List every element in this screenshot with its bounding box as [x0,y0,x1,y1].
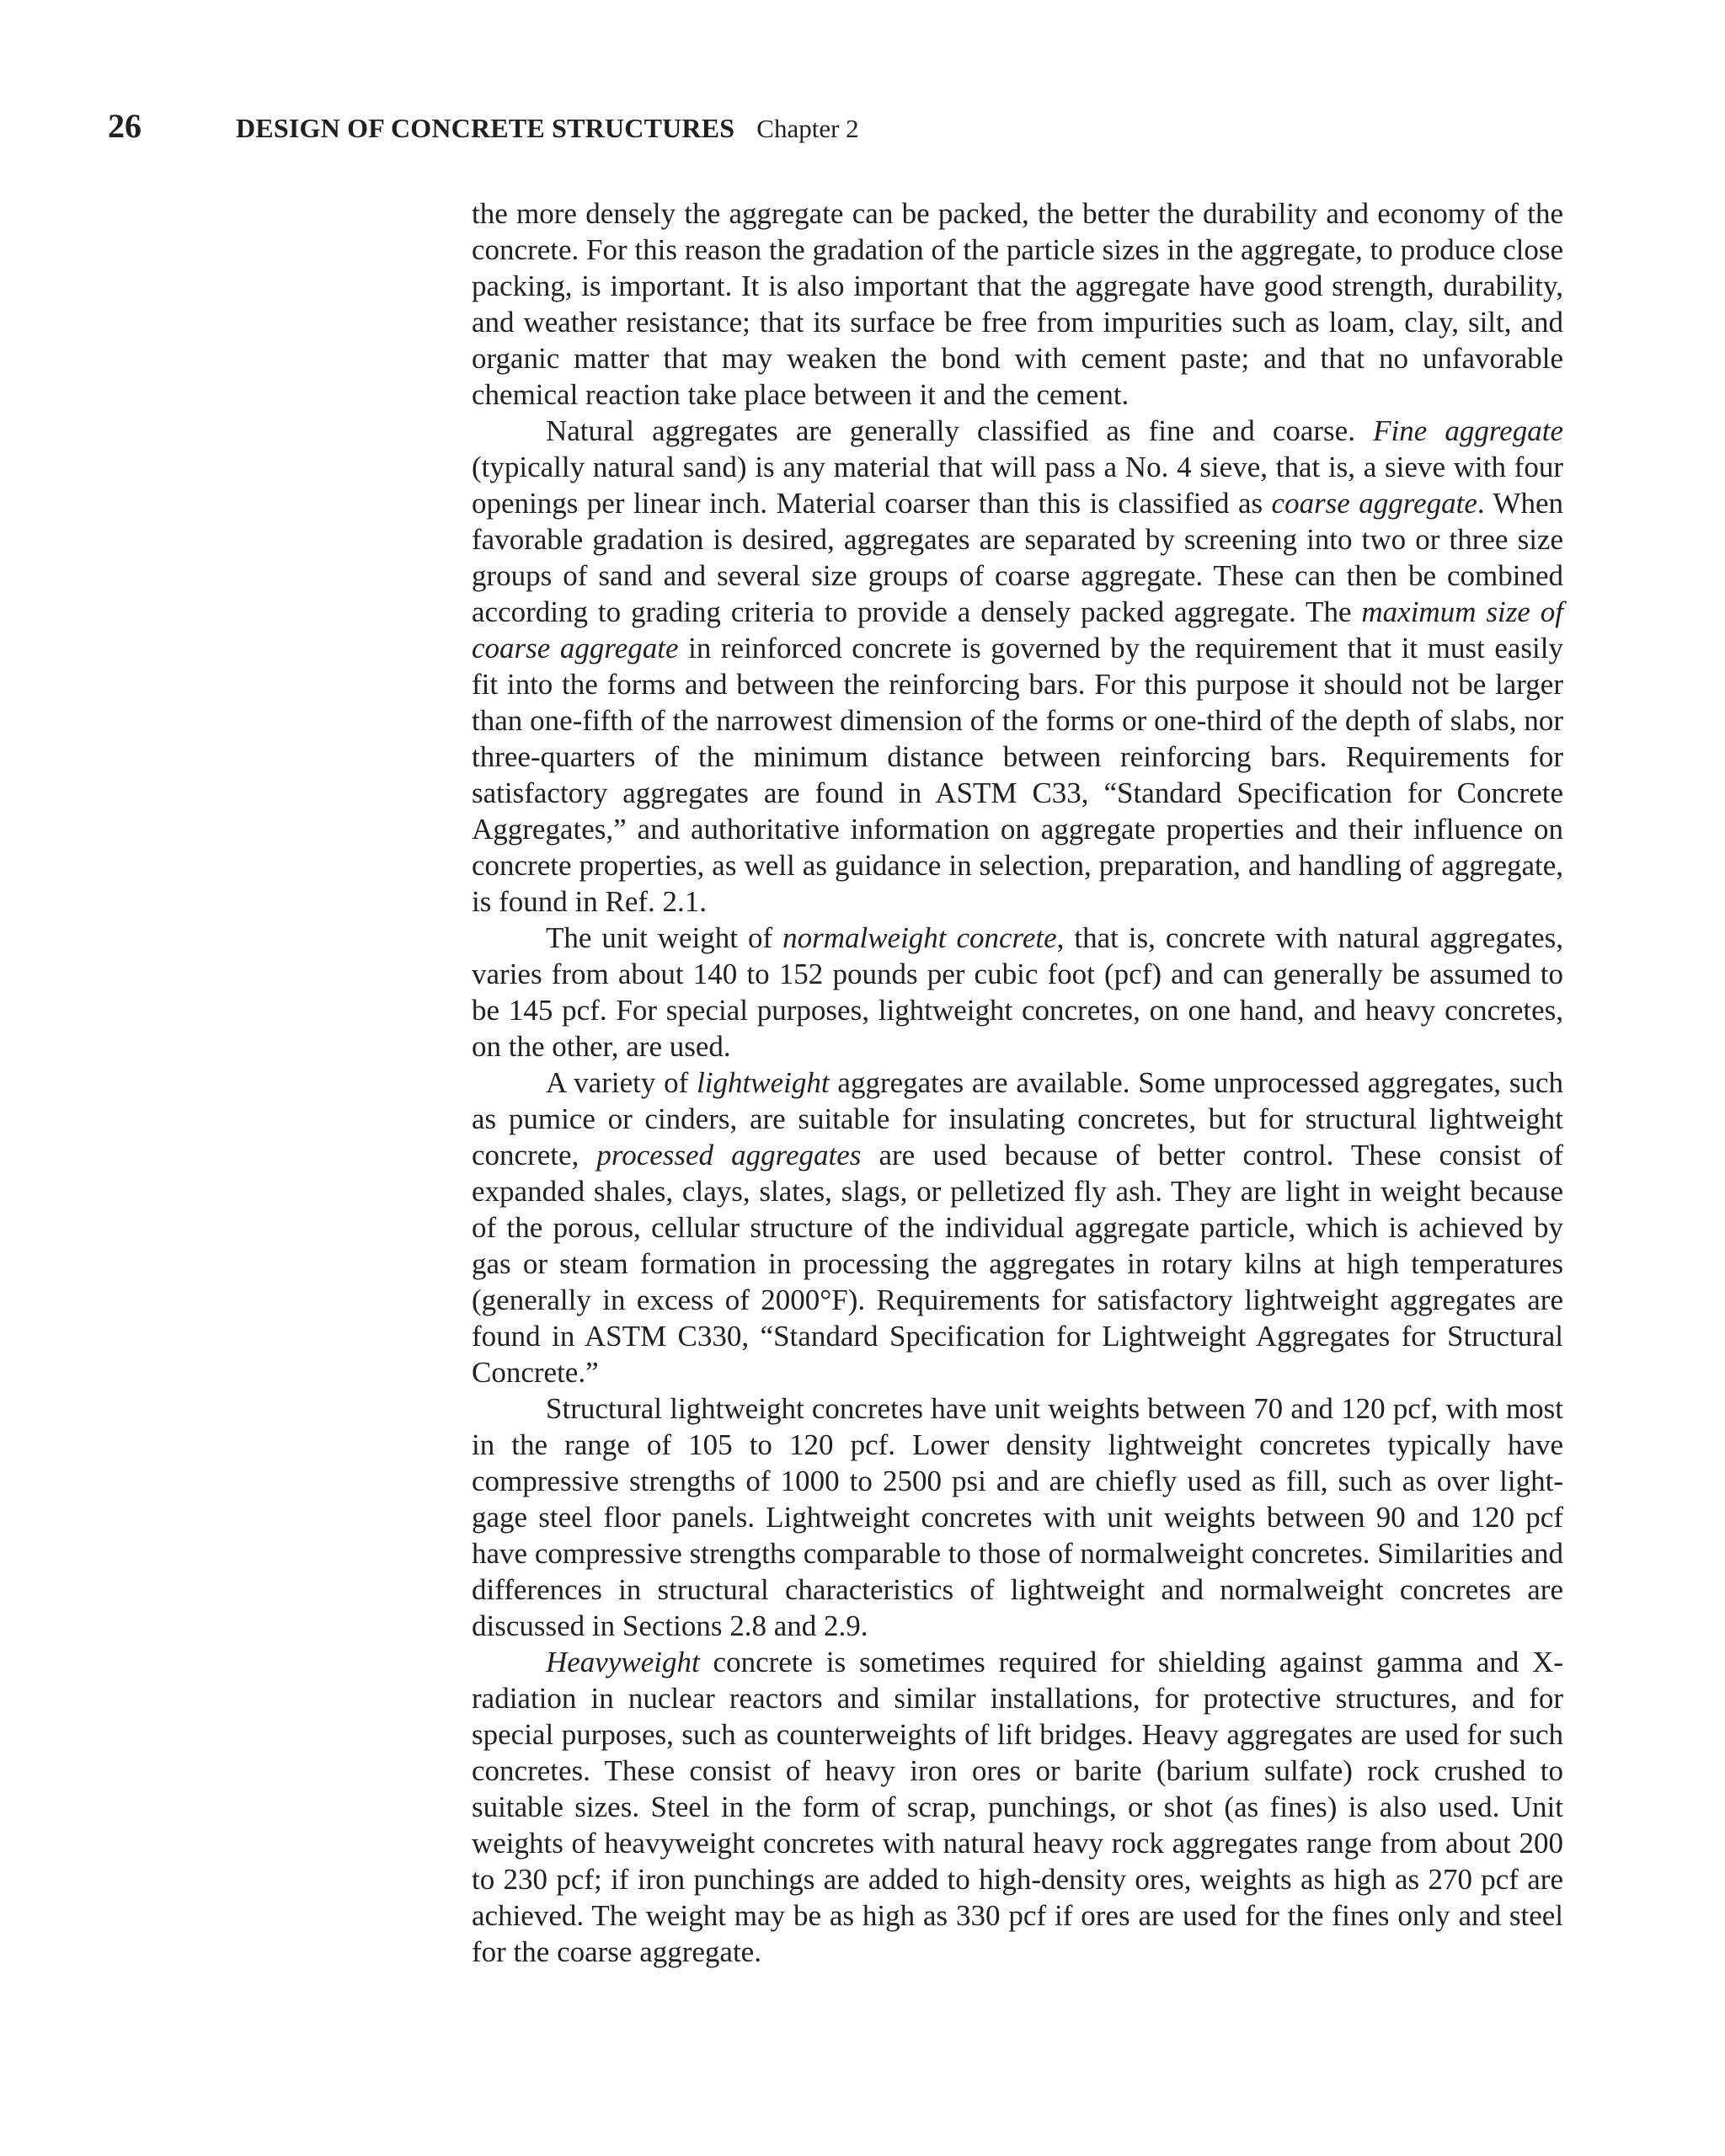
text-run: aggregates are available. Some unprocessed aggregates, such as pumice or cinders, are suitable for insulating concretes, but for structural lightweight concrete, [472,1066,1563,1171]
paragraph [472,1065,1563,1390]
paragraph [472,920,1563,1065]
text-run: Natural aggregates are generally classified as fine and coarse. [546,414,1374,447]
text-run: concrete is sometimes required for shielding against gamma and X-radiation in nuclear reactors and similar installations, for protective structures, and for special purposes, such as counterweights of lift bridges. Heavy aggregates are used for such concretes. These consist of heavy iron ores or barite (barium sulfate) rock crushed to suitable sizes. Steel in the form of scrap, punchings, or shot (as fines) is also used. Unit weights of heavyweight concretes with natural heavy rock aggregates range from about 200 to 230 pcf; if iron punchings are added to high-density ores, weights as high as 270 pcf are achieved. The weight may be as high as 330 pcf if ores are used for the fines only and steel for the coarse aggregate. [472,1646,1563,1968]
text-run: the more densely the aggregate can be packed, the better the durability and economy of the concrete. For this reason the gradation of the particle sizes in the aggregate, to produce close packing, is important. It is also important that the aggregate have good strength, durability, and weather resistance; that its surface be free from impurities such as loam, clay, silt, and organic matter that may weaken the bond with cement paste; and that no unfavorable chemical reaction take place between it and the cement. [472,197,1563,411]
text-run: (typically natural sand) is any material that will pass a No. 4 sieve, that is, a sieve with four openings per linear inch. Material coarser than this is classified as [472,451,1563,520]
paragraph [472,413,1563,920]
body-text [472,195,1563,1970]
paragraph [472,1644,1563,1970]
paragraph [472,1390,1563,1644]
page-number: 26 [108,107,142,145]
text-run: , that is, concrete with natural aggregates, varies from about 140 to 152 pounds per cubic foot (pcf) and can generally be assumed to be 145 pcf. For special purposes, lightweight concretes, on one hand, and heavy concretes, on the other, are used. [472,921,1563,1063]
paragraph [472,195,1563,413]
text-run: The unit weight of [546,921,783,954]
text-run: Structural lightweight concretes have unit weights between 70 and 120 pcf, with most in the range of 105 to 120 pcf. Lower density lightweight concretes typically have compressive strengths of 1000 to 2500 psi and are chiefly used as fill, such as over light-gage steel floor panels. Lightweight concretes with unit weights between 90 and 120 pcf have compressive strengths comparable to those of normalweight concretes. Similarities and differences in structural characteristics of lightweight and normalweight concretes are discussed in Sections 2.8 and 2.9. [472,1392,1563,1642]
text-run: A variety of [546,1066,697,1099]
italic-term: maximum size of coarse aggregate [472,595,1564,664]
italic-term: processed aggregates [596,1139,862,1171]
italic-term: Heavyweight [546,1646,700,1678]
text-run: . When favorable gradation is desired, aggregates are separated by screening into two or three size groups of sand and several size groups of coarse aggregate. These can then be combined according to grading criteria to provide a densely packed aggregate. The [472,487,1564,628]
running-head [108,101,1624,152]
text-run: are used because of better control. These consist of expanded shales, clays, slates, slags, or pelletized fly ash. They are light in weight because of the porous, cellular structure of the individual aggregate particle, which is achieved by gas or steam formation in processing the aggregates in rotary kilns at high temperatures (generally in excess of 2000°F). Requirements for satisfactory lightweight aggregates are found in ASTM C330, “Standard Specification for Lightweight Aggregates for Structural Concrete.” [472,1139,1563,1389]
book-title: DESIGN OF CONCRETE STRUCTURES [236,113,735,143]
italic-term: normalweight concrete [782,921,1057,954]
italic-term: coarse aggregate [1271,487,1477,520]
chapter-label: Chapter 2 [756,114,859,143]
italic-term: Fine aggregate [1373,414,1563,447]
italic-term: lightweight [697,1066,830,1099]
text-run: in reinforced concrete is governed by the requirement that it must easily fit into the forms and between the reinforcing bars. For this purpose it should not be larger than one-fifth of the narrowest dimension of the forms or one-third of the depth of slabs, nor three-quarters of the minimum distance between reinforcing bars. Requirements for satisfactory aggregates are found in ASTM C33, “Standard Specification for Concrete Aggregates,” and authoritative information on aggregate properties and their influence on concrete properties, as well as guidance in selection, preparation, and handling of aggregate, is found in Ref. 2.1. [472,632,1563,918]
